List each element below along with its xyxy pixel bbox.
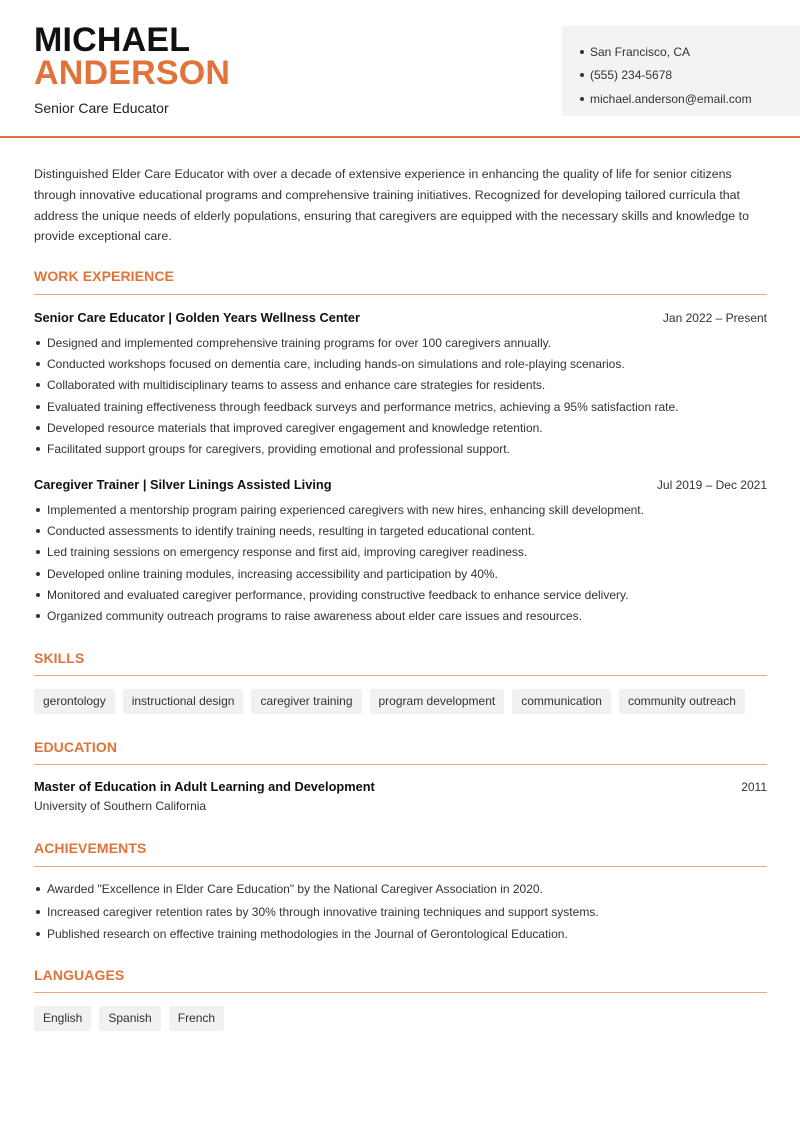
list-item <box>34 563 767 584</box>
bullet-text: Led training sessions on emergency response and first aid, improving caregiver readiness. <box>47 545 528 560</box>
bullet-text: Organized community outreach programs to raise awareness about elder care issues and resources. <box>47 609 582 624</box>
skills-list <box>34 689 745 714</box>
list-item <box>34 901 767 924</box>
last-name: ANDERSON <box>34 54 231 92</box>
bullet-icon <box>36 341 40 345</box>
section-divider <box>34 866 767 867</box>
section-divider <box>34 764 767 765</box>
bullet-icon <box>36 405 40 409</box>
list-item <box>34 438 767 459</box>
job-dates: Jul 2019 – Dec 2021 <box>656 478 767 492</box>
bullet-icon <box>36 362 40 366</box>
first-name: MICHAEL <box>34 21 191 59</box>
section-divider <box>34 992 767 993</box>
email-text: michael.anderson@email.com <box>590 91 752 106</box>
section-divider <box>34 294 767 295</box>
bullet-icon <box>36 887 40 891</box>
education-year: 2011 <box>741 780 767 794</box>
phone-text: (555) 234-5678 <box>590 68 673 83</box>
job-header <box>34 310 767 325</box>
section-title-achievements: ACHIEVEMENTS <box>34 840 147 856</box>
job-role: Senior Care Educator | Golden Years Wellness Center <box>34 310 360 325</box>
job-title: Senior Care Educator <box>34 100 169 116</box>
bullet-icon <box>36 910 40 914</box>
contact-phone <box>580 64 800 88</box>
section-title-skills: SKILLS <box>34 650 85 666</box>
section-divider <box>34 675 767 676</box>
bullet-icon <box>580 97 584 101</box>
job-bullets <box>34 332 767 460</box>
list-item <box>34 353 767 374</box>
location-text: San Francisco, CA <box>590 44 691 59</box>
bullet-text: Collaborated with multidisciplinary teams to assess and enhance care strategies for residents. <box>47 378 546 393</box>
list-item <box>34 605 767 626</box>
language-tag: English <box>34 1006 91 1031</box>
bullet-text: Designed and implemented comprehensive training programs for over 100 caregivers annually. <box>47 335 552 350</box>
bullet-icon <box>580 50 584 54</box>
skill-tag: instructional design <box>123 689 244 714</box>
bullet-icon <box>36 593 40 597</box>
contact-panel <box>562 26 800 116</box>
bullet-text: Published research on effective training methodologies in the Journal of Gerontological Education. <box>47 927 568 942</box>
language-tag: Spanish <box>99 1006 160 1031</box>
bullet-text: Increased caregiver retention rates by 30% through innovative training techniques and support systems. <box>47 904 599 919</box>
list-item <box>34 520 767 541</box>
section-title-languages: LANGUAGES <box>34 967 125 983</box>
bullet-text: Facilitated support groups for caregivers, providing emotional and professional support. <box>47 442 510 457</box>
bullet-text: Awarded "Excellence in Elder Care Education" by the National Caregiver Association in 2020. <box>47 882 543 897</box>
job-dates: Jan 2022 – Present <box>662 311 767 325</box>
list-item <box>34 332 767 353</box>
bullet-text: Developed resource materials that improved caregiver engagement and knowledge retention. <box>47 420 543 435</box>
skill-tag: program development <box>370 689 505 714</box>
list-item <box>34 878 767 901</box>
candidate-name <box>34 21 231 92</box>
job-bullets <box>34 499 767 627</box>
bullet-icon <box>36 529 40 533</box>
section-title-education: EDUCATION <box>34 739 118 755</box>
bullet-icon <box>36 572 40 576</box>
achievements-list <box>34 878 767 946</box>
skill-tag: communication <box>512 689 611 714</box>
bullet-text: Implemented a mentorship program pairing experienced caregivers with new hires, enhancing skill development. <box>47 502 644 517</box>
list-item <box>34 375 767 396</box>
bullet-text: Developed online training modules, increasing accessibility and participation by 40%. <box>47 566 498 581</box>
list-item <box>34 542 767 563</box>
list-item <box>34 396 767 417</box>
bullet-text: Conducted assessments to identify training needs, resulting in targeted educational content. <box>47 523 535 538</box>
skill-tag: community outreach <box>619 689 745 714</box>
bullet-text: Monitored and evaluated caregiver performance, providing constructive feedback to enhance service delivery. <box>47 587 629 602</box>
skill-tag: caregiver training <box>251 689 361 714</box>
section-title-work: WORK EXPERIENCE <box>34 268 174 284</box>
resume-header <box>0 0 800 138</box>
bullet-icon <box>36 447 40 451</box>
list-item <box>34 417 767 438</box>
languages-list <box>34 1006 224 1031</box>
bullet-text: Conducted workshops focused on dementia care, including hands-on simulations and role-playing scenarios. <box>47 356 625 371</box>
bullet-icon <box>36 932 40 936</box>
professional-summary: Distinguished Elder Care Educator with over a decade of extensive experience in enhancing the quality of life for senior citizens through innovative educational programs and comprehensive training initiatives. Recognized for developing tailored curricula that address the unique needs of elderly populations, ensuring that caregivers are equipped with the necessary skills and knowledge to provide exceptional care. <box>34 167 749 244</box>
bullet-icon <box>36 614 40 618</box>
skill-tag: gerontology <box>34 689 115 714</box>
education-school: University of Southern California <box>34 799 207 813</box>
contact-location <box>580 40 800 64</box>
bullet-icon <box>36 550 40 554</box>
education-header <box>34 779 767 794</box>
bullet-icon <box>580 73 584 77</box>
bullet-icon <box>36 426 40 430</box>
job-role: Caregiver Trainer | Silver Linings Assisted Living <box>34 477 332 492</box>
education-degree: Master of Education in Adult Learning and Development <box>34 779 375 794</box>
contact-email <box>580 87 800 111</box>
job-header <box>34 477 767 492</box>
list-item <box>34 923 767 946</box>
bullet-icon <box>36 383 40 387</box>
list-item <box>34 499 767 520</box>
bullet-text: Evaluated training effectiveness through feedback surveys and performance metrics, achieving a 95% satisfaction rate. <box>47 399 679 414</box>
language-tag: French <box>169 1006 224 1031</box>
list-item <box>34 584 767 605</box>
bullet-icon <box>36 508 40 512</box>
